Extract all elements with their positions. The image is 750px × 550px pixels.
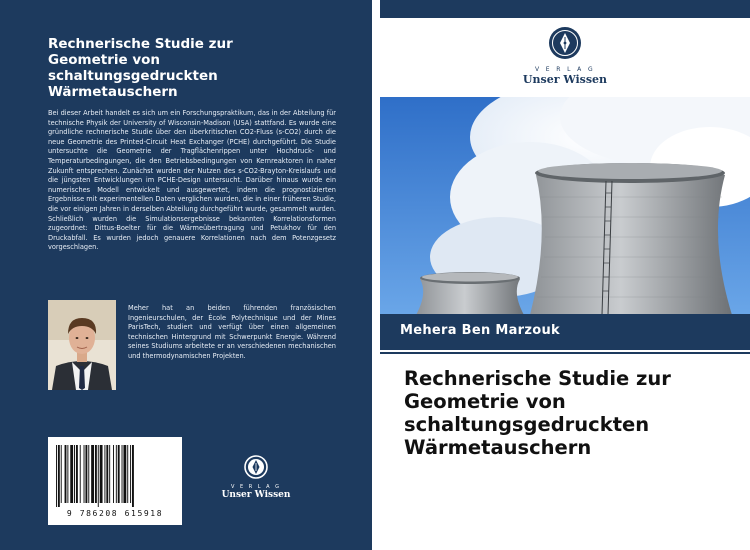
front-cover: [380, 0, 750, 550]
barcode-bar: [106, 445, 108, 503]
author-name: Mehera Ben Marzouk: [400, 323, 560, 338]
book-blurb: Bei dieser Arbeit handelt es sich um ein Forschungspraktikum, das in der Abteilung für technische Physik der University of Wisconsin-Madison (USA) stattfand. Es wurde eine gründliche rechnerische Studie über den überkritischen CO2-Fluss (s-CO2) durch die neue Geometrie des Printed-Circuit Heat Exchanger (PCHE) durchgeführt. Die Studie untersuchte die Geometrie der Tragflächenrippen unter Hochdruck- und Temperaturbedingungen, die den Betriebsbedingungen von Kernreaktoren in naher Zukunft entsprechen. Zunächst wurden der Nutzen des s-CO2-Brayton-Kreislaufs und die jüngsten Entwicklungen im PCHE-Design untersucht. Darüber hinaus wurde ein numerisches Modell entwickelt und ausgewertet, indem die prognostizierten Ergebnisse mit experimentellen Daten verglichen wurden, die in einer früheren Studie, die vor einigen Jahren in derselben Abteilung durchgeführt wurde, gesammelt wurden. Schließlich wurden die Simulationsergebnisse bekannten Korrelationsformen zugeordnet: Dittus-Boelter für die Wärmeübertragung und Petukhov für den Druckabfall. Es wurden jedoch genauere Korrelationen nach dem Potenzgesetz vorgeschlagen.: [48, 109, 336, 252]
isbn-number: 9 786208 615918: [66, 509, 164, 518]
barcode-bar: [132, 445, 134, 507]
publisher-logo-back: [216, 455, 296, 500]
barcode-bar: [65, 445, 67, 503]
barcode-bar: [100, 445, 103, 503]
front-title-line: Geometrie von: [404, 390, 566, 413]
barcode-bar: [76, 445, 78, 503]
barcode-bar: [109, 445, 110, 503]
barcode-bar: [85, 445, 87, 503]
barcode-bar: [104, 445, 105, 503]
barcode-bar: [70, 445, 73, 503]
front-title-line: schaltungsgedruckten: [404, 413, 650, 436]
barcode-bar: [116, 445, 117, 503]
back-title-line: Rechnerische Studie zur: [48, 36, 233, 52]
barcode-bar: [95, 445, 97, 503]
barcode: [48, 437, 182, 525]
divider: [380, 352, 750, 354]
barcode-bar: [80, 445, 81, 503]
barcode-bar: [58, 445, 60, 507]
author-bio: Meher hat an beiden führenden französischen Ingenieurschulen, der École Polytechnique und der Mines ParisTech, studiert und verfügt über einen allgemeinen technischen Hintergrund mit Schwerpunkt Energie. Während seines Studiums arbeitete er an verschiedenen mechanischen und thermodynamischen Projekten.: [128, 304, 336, 360]
front-title-line: Rechnerische Studie zur: [404, 367, 671, 390]
barcode-bar: [127, 445, 128, 503]
barcode-bar: [130, 445, 131, 503]
pen-nib-icon: [548, 26, 582, 60]
back-title-line: schaltungsgedruckten: [48, 68, 218, 84]
publisher-name: Unser Wissen: [522, 73, 608, 86]
barcode-bar: [98, 445, 99, 507]
barcode-bar: [67, 445, 68, 503]
barcode-bar: [122, 445, 123, 503]
barcode-bars: [56, 445, 174, 507]
barcode-bar: [123, 445, 126, 503]
back-cover-title: [48, 36, 348, 100]
top-band: [380, 0, 750, 18]
front-title-line: Wärmetauschern: [404, 436, 592, 459]
barcode-bar: [84, 445, 85, 503]
barcode-bar: [91, 445, 94, 503]
barcode-bar: [56, 445, 57, 507]
barcode-bar: [118, 445, 120, 503]
barcode-bar: [113, 445, 114, 503]
front-cover-title: [404, 367, 724, 459]
cooling-towers-photo: [380, 97, 750, 315]
author-photo: [48, 300, 116, 390]
publisher-verlag-label: V E R L A G: [534, 66, 596, 73]
publisher-logo-front: [510, 26, 620, 86]
barcode-bar: [61, 445, 62, 503]
barcode-bar: [88, 445, 89, 503]
publisher-verlag-label: V E R L A G: [230, 484, 282, 490]
author-band: [380, 314, 750, 350]
back-title-line: Wärmetauschern: [48, 84, 178, 100]
back-cover: [0, 0, 372, 550]
pen-nib-icon: [244, 455, 268, 479]
spine: [372, 0, 380, 550]
back-title-line: Geometrie von: [48, 52, 161, 68]
barcode-bar: [74, 445, 75, 503]
publisher-name: Unser Wissen: [221, 490, 291, 500]
